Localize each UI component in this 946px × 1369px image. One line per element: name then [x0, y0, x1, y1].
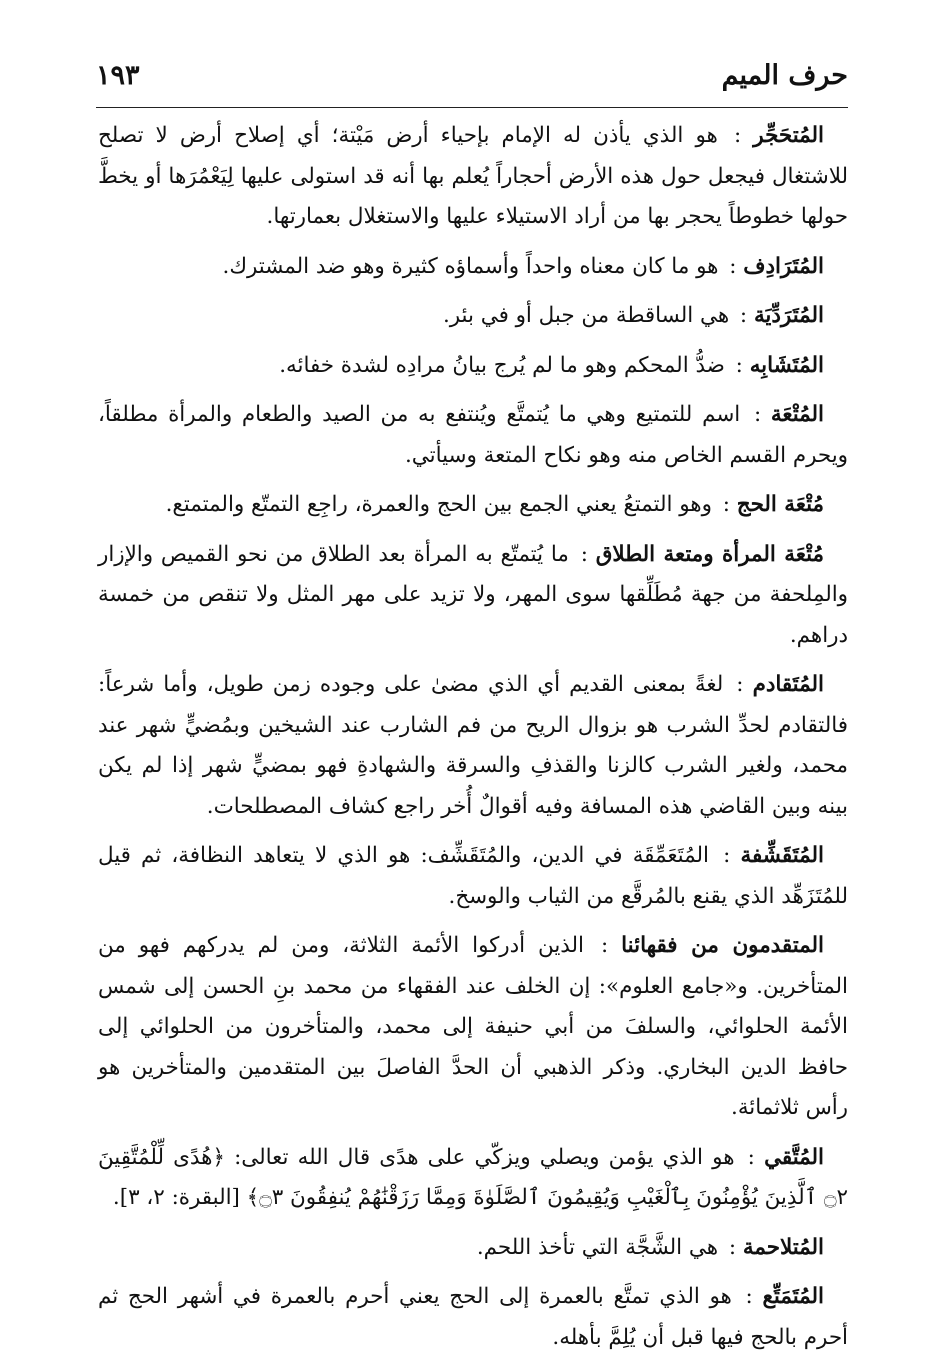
- entry-separator: :: [729, 253, 737, 279]
- entry-definition: المُتَعَمِّقَة في الدين، والمُتَقَشِّف: هو الذي لا يتعاهد النظافة، ثم قيل للمُتَزَهِّد الذي يقنع بالمُرقَّع من الثياب والوسخ.: [98, 843, 848, 909]
- entry-term: المُتَقادم: [752, 672, 824, 697]
- glossary-entries: [98, 116, 848, 1367]
- entry-term: مُتْعَة المرأة ومتعة الطلاق: [595, 541, 824, 567]
- entry-separator: :: [745, 1284, 753, 1309]
- entry-definition: الذين أدركوا الأئمة الثلاثة، ومن لم يدركهم فهو من المتأخرين. و«جامع العلوم»: إن الخلف عند الفقهاء من محمد بنِ الحسن إلى شمس الأئمة الحلوائي، والسلفَ من أبي حنيفة إلى محمد، والمتأخرون من الحلوائي إلى حافظ الدين البخاري. وذكر الذهبي أن الحدَّ الفاصلَ بين المتقدمين والمتأخرين هو رأس ثلاثمائة.: [98, 933, 848, 1120]
- entry-term: المتقدمون من فقهائنا: [621, 933, 824, 958]
- entry-separator: :: [733, 123, 742, 148]
- entry-term: المُتْعَة: [770, 402, 824, 427]
- glossary-entry: [98, 1138, 848, 1219]
- entry-separator: :: [735, 352, 743, 378]
- entry-term: مُتْعَة الحج: [736, 492, 824, 517]
- glossary-entry: [98, 346, 848, 387]
- entry-definition: لغةً بمعنى القديم أي الذي مضىٰ على وجوده زمن طويل، وأما شرعاً: فالتقادم لحدِّ الشرب هو بزوال الريح من فم الشارب عند الشيخين وبمُضيٍّ شهر عند محمد، ولغير الشرب كالزنا والقذفِ والسرقة والشهادةِ فهو بمضيٍّ شهر إذا لم يكن بينه وبين القاضي هذه المسافة وفيه أقوالٌ أُخر راجع كشاف المصطلحات.: [98, 672, 848, 819]
- entry-term: المُتَرَدِّيَة: [753, 303, 824, 328]
- entry-separator: :: [728, 1234, 737, 1260]
- entry-definition: اسم للتمتيع وهي ما يُتمتَّع ويُنتفع به من الصيد والطعام والمرأة مطلقاً، ويحرم القسم الخاص منه وهو نكاح المتعة وسيأتي.: [98, 402, 848, 468]
- glossary-entry: [98, 485, 848, 526]
- header-divider: [96, 107, 848, 108]
- glossary-entry: [98, 836, 848, 917]
- entry-term: المُتَمَتِّع: [762, 1284, 824, 1309]
- page-header: [96, 58, 848, 102]
- entry-definition: ضدُّ المحكم وهو ما لم يُرج بيانُ مرادِه لشدة خفائه.: [279, 352, 725, 378]
- page-number: ١٩٣: [96, 60, 140, 91]
- entry-term: المُتَّقي: [764, 1144, 824, 1170]
- entry-term: المُتَقَشِّفة: [740, 843, 824, 868]
- glossary-entry: [98, 535, 848, 657]
- entry-definition: هو الذي تمتَّع بالعمرة إلى الحج يعني أحرم بالعمرة في أشهر الحج ثم أحرم بالحج فيها قبل أن يُلِمَّ بأهله.: [98, 1284, 848, 1350]
- entry-definition: وهو التمتعُ يعني الجمع بين الحج والعمرة، راجِع التمتّع والمتمتع.: [165, 492, 712, 517]
- entry-definition: هي الساقطة من جبل أو في بئر.: [442, 303, 730, 328]
- glossary-entry: [98, 665, 848, 827]
- entry-term: المُتحَجِّر: [753, 123, 824, 148]
- glossary-entry: [98, 395, 848, 476]
- glossary-entry: [98, 247, 848, 288]
- entry-separator: :: [747, 1144, 755, 1170]
- glossary-entry: [98, 1277, 848, 1358]
- entry-separator: :: [580, 541, 588, 567]
- entry-definition: هو الذي يأذن له الإمام بإحياء أرض مَيْتة؛ أي إصلاح أرض لا تصلح للاشتغال فيجعل حول هذه الأرض أحجاراً يُعلم بها أنه قد استولى عليها لِيَعْمُرَها أو يخطَّ حولها خطوطاً يحجر بها من أراد الاستيلاء عليها والاستغلال بعمارتها.: [98, 123, 849, 229]
- glossary-entry: [98, 926, 848, 1129]
- entry-definition: هي الشَّجَّة التي تأخذ اللحم.: [476, 1234, 719, 1260]
- chapter-title: حرف الميم: [721, 60, 848, 91]
- entry-separator: :: [753, 402, 762, 427]
- entry-term: المُتَرَادِف: [743, 253, 824, 279]
- entry-term: المُتَشَابِه: [749, 352, 824, 378]
- entry-separator: :: [722, 492, 730, 517]
- glossary-entry: [98, 296, 848, 337]
- entry-definition: هو ما كان معناه واحداً وأسماؤه كثيرة وهو ضد المشترك.: [222, 253, 719, 279]
- entry-separator: :: [739, 303, 748, 328]
- entry-separator: :: [723, 843, 731, 868]
- entry-definition: ما يُتمتّع به المرأة بعد الطلاق من نحو القميص والإزار والمِلحفة من جهة مُطَلِّقها سوى المهر، ولا تزيد على مهر المثل ولا تنقص من خمسة دراهم.: [98, 541, 848, 648]
- glossary-entry: [98, 116, 848, 238]
- entry-term: المُتلاحمة: [742, 1234, 824, 1260]
- glossary-entry: [98, 1228, 848, 1269]
- entry-separator: :: [600, 933, 609, 958]
- entry-separator: :: [736, 672, 744, 697]
- entry-definition: هو الذي يؤمن ويصلي ويزكّي على هدًى قال الله تعالى: ﴿هُدًى لِّلْمُتَّقِينَ ۝٢ ٱلَّذِينَ يُؤْمِنُونَ بِٱلْغَيْبِ وَيُقِيمُونَ ٱلصَّلَوٰةَ وَمِمَّا رَزَقْنَٰهُمْ يُنفِقُونَ ۝٣﴾ [البقرة: ٢، ٣].: [98, 1144, 848, 1210]
